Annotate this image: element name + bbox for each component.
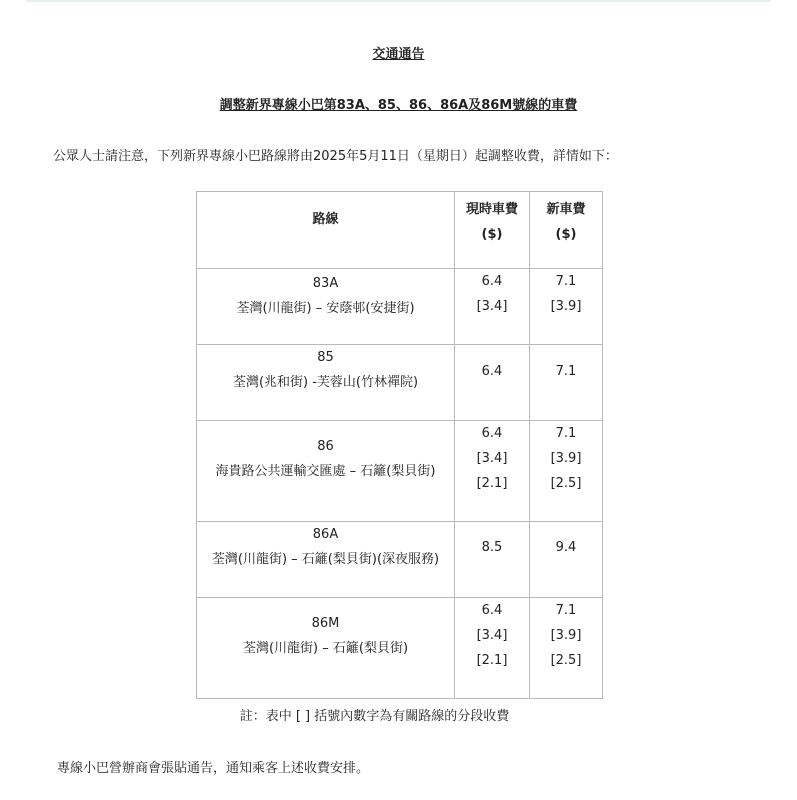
current-fare-cell [455, 269, 530, 345]
route-number: 86 [317, 439, 334, 454]
top-divider [26, 0, 771, 2]
header-current-fare-unit: ($) [481, 227, 503, 242]
new-fare-section: [3.9] [550, 299, 582, 314]
notice-intro: 公眾人士請注意，下列新界專線小巴路線將由2025年5月11日（星期日）起調整收費，詳情如下： [53, 149, 618, 164]
route-description: 荃灣(兆和街) -芙蓉山(竹林禪院) [232, 375, 419, 390]
fare-table [196, 191, 603, 699]
route-description: 荃灣(川龍街) – 安蔭邨(安捷街) [236, 301, 415, 316]
current-fare-value: 6.4 [481, 603, 503, 618]
current-fare-section: [2.1] [476, 653, 508, 668]
route-number: 86A [312, 527, 339, 542]
route-cell [197, 522, 455, 598]
current-fare-value: 6.4 [481, 426, 503, 441]
new-fare-section: [3.9] [550, 451, 582, 466]
current-fare-cell [455, 598, 530, 699]
table-row [197, 522, 603, 598]
route-cell [197, 269, 455, 345]
current-fare-section: [3.4] [476, 628, 508, 643]
route-number: 83A [312, 276, 339, 291]
new-fare-value: 7.1 [555, 426, 577, 441]
route-description: 海貴路公共運輸交匯處 – 石籬(梨貝街) [215, 464, 436, 479]
notice-footer: 專線小巴營辦商會張貼通告，通知乘客上述收費安排。 [57, 761, 370, 776]
new-fare-cell [530, 269, 603, 345]
header-current-fare-label: 現時車費 [465, 202, 518, 217]
header-current-fare [455, 192, 530, 269]
fare-table-header [197, 192, 603, 269]
route-description: 荃灣(川龍街) – 石籬(梨貝街)(深夜服務) [211, 552, 440, 567]
new-fare-value: 7.1 [555, 274, 577, 289]
table-row [197, 345, 603, 421]
route-description: 荃灣(川龍街) – 石籬(梨貝街) [242, 641, 409, 656]
new-fare-section: [2.5] [550, 476, 582, 491]
route-cell [197, 345, 455, 421]
route-cell [197, 421, 455, 522]
new-fare-cell [530, 522, 603, 598]
current-fare-value: 8.5 [481, 540, 503, 555]
header-route-label: 路線 [312, 212, 339, 227]
header-new-fare-label: 新車費 [546, 202, 586, 217]
table-row [197, 421, 603, 522]
new-fare-value: 9.4 [555, 540, 577, 555]
new-fare-cell [530, 421, 603, 522]
route-cell [197, 598, 455, 699]
route-number: 85 [317, 350, 334, 365]
current-fare-value: 6.4 [481, 364, 503, 379]
route-number: 86M [311, 616, 340, 631]
notice-subtitle: 調整新界專線小巴第83A、85、86、86A及86M號線的車費 [219, 98, 578, 113]
new-fare-section: [2.5] [550, 653, 582, 668]
table-note: 註：表中 [ ] 括號內數字為有關路線的分段收費 [239, 709, 510, 724]
notice-title: 交通通告 [372, 47, 425, 62]
current-fare-section: [2.1] [476, 476, 508, 491]
current-fare-cell [455, 522, 530, 598]
header-new-fare [530, 192, 603, 269]
table-row [197, 598, 603, 699]
new-fare-value: 7.1 [555, 364, 577, 379]
current-fare-section: [3.4] [476, 451, 508, 466]
new-fare-cell [530, 345, 603, 421]
new-fare-value: 7.1 [555, 603, 577, 618]
header-new-fare-unit: ($) [555, 227, 577, 242]
new-fare-section: [3.9] [550, 628, 582, 643]
new-fare-cell [530, 598, 603, 699]
current-fare-value: 6.4 [481, 274, 503, 289]
header-route [197, 192, 455, 269]
current-fare-cell [455, 421, 530, 522]
table-row [197, 269, 603, 345]
current-fare-cell [455, 345, 530, 421]
current-fare-section: [3.4] [476, 299, 508, 314]
